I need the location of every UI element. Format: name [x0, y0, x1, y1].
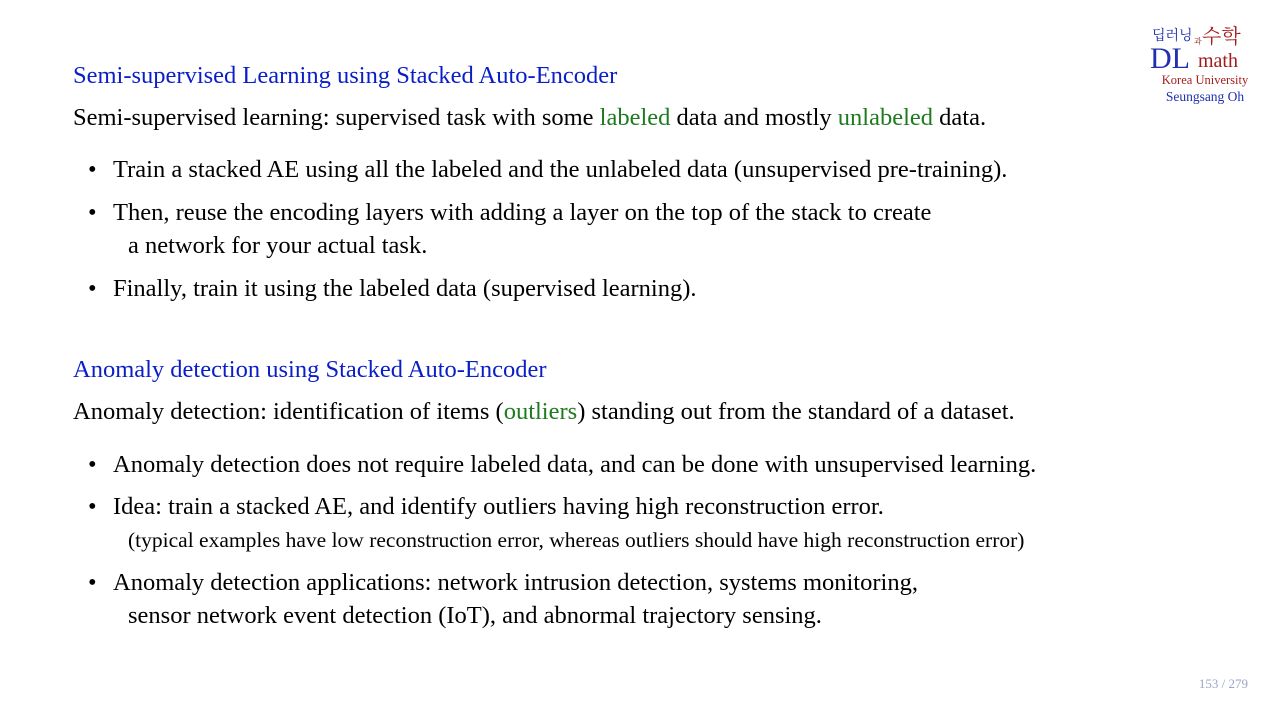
logo-dl: DL: [1150, 42, 1190, 75]
logo-korean-deep-learning: 딥러닝: [1152, 28, 1193, 44]
labeled-highlight: labeled: [599, 104, 671, 131]
section1-definition: [73, 104, 986, 132]
unlabeled-highlight: unlabeled: [837, 104, 934, 131]
section1-bullet-2-continuation: a network for your actual task.: [128, 232, 428, 259]
bullet-text: Idea: train a stacked AE, and identify outliers having high reconstruction error.: [113, 493, 884, 520]
definition-text: ) standing out from the standard of a dataset.: [577, 398, 1015, 425]
section1-title: Semi-supervised Learning using Stacked Auto-Encoder: [73, 62, 618, 89]
logo-korean-and: 과: [1194, 37, 1202, 46]
bullet-text: Anomaly detection applications: network intrusion detection, systems monitoring,: [113, 569, 918, 596]
section2-bullet-3-continuation: sensor network event detection (IoT), and abnormal trajectory sensing.: [128, 602, 822, 629]
bullet-dot: •: [88, 156, 97, 183]
section2-title: Anomaly detection using Stacked Auto-Encoder: [73, 356, 547, 383]
bullet-text: Finally, train it using the labeled data (supervised learning).: [113, 275, 697, 302]
definition-text: Anomaly detection: identification of items (: [73, 398, 504, 425]
page-number: 153 / 279: [1198, 676, 1248, 691]
definition-text: Semi-supervised learning: supervised task with some: [73, 104, 600, 131]
bullet-text: Train a stacked AE using all the labeled and the unlabeled data (unsupervised pre-training).: [113, 156, 1008, 183]
bullet-text: Anomaly detection does not require labeled data, and can be done with unsupervised learning.: [113, 451, 1037, 478]
bullet-dot: •: [88, 199, 97, 226]
bullet-dot: •: [88, 451, 97, 478]
logo-math: math: [1198, 50, 1238, 72]
bullet-dot: •: [88, 493, 97, 520]
section2-bullet-2-note: (typical examples have low reconstruction error, whereas outliers should have high reconstruction error): [128, 528, 1025, 552]
logo-korean-math: 수학: [1202, 24, 1241, 48]
section2-definition: [73, 398, 1015, 426]
bullet-text: Then, reuse the encoding layers with adding a layer on the top of the stack to create: [113, 199, 932, 226]
outliers-highlight: outliers: [503, 398, 578, 425]
logo-university: Korea University: [1161, 73, 1249, 87]
bullet-dot: •: [88, 275, 97, 302]
definition-text: data and mostly: [670, 104, 838, 131]
bullet-dot: •: [88, 569, 97, 596]
logo: [1150, 22, 1260, 105]
definition-text: data.: [933, 104, 987, 131]
logo-author: Seungsang Oh: [1165, 89, 1245, 104]
